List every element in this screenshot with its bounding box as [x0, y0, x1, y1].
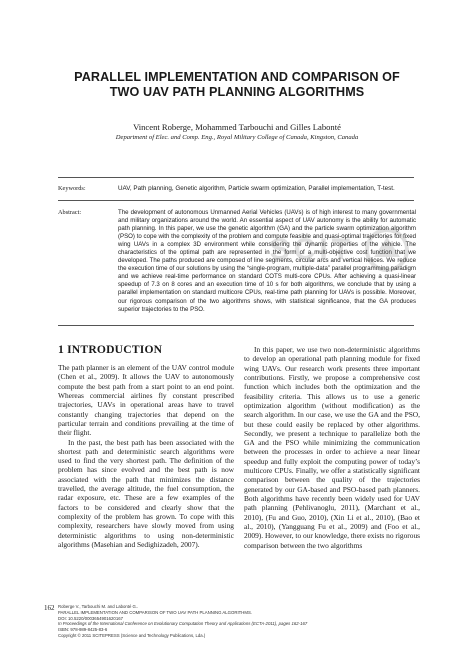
footer-line: PARALLEL IMPLEMENTATION AND COMPARISON OF TWO UAV PATH PLANNING ALGORITHMS. — [58, 609, 253, 615]
page-number: 162 — [44, 604, 55, 612]
footer-line: Copyright © 2011 SCITEPRESS (Science and Technology Publications, Lda.) — [58, 632, 206, 638]
authors: Vincent Roberge, Mohammed Tarbouchi and Gilles Labonté — [133, 122, 341, 132]
left-column — [58, 363, 234, 549]
section-heading: 1 INTRODUCTION — [58, 343, 163, 356]
footer-line: Roberge V., Tarbouchi M. and Labonté G.. — [58, 604, 139, 609]
affiliation: Department of Elec. and Comp. Eng., Royal Military College of Canada, Kingston, Canada — [115, 134, 359, 141]
divider-top — [58, 177, 414, 178]
footer-line: DOI: 10.5220/0003654901620167 — [58, 615, 123, 621]
paragraph: The path planner is an element of the UAV control module (Chen et al., 2009). It allows the UAV to autonomously compute the best path from a start point to an end point. Whereas commercial airlines fly constant prescribed trajectories, UAVs in operational areas have to travel constantly changing trajectories that depend on the particular terrain and conditions prevailing at the time of their flight. — [58, 363, 234, 438]
footer-line: In Proceedings of the International Conference on Evolutionary Computation Theory and Applications (ECTA-2011), pages 162-167 — [58, 621, 308, 627]
divider-keywords — [58, 200, 414, 201]
abstract-text: The development of autonomous Unmanned Aerial Vehicles (UAVs) is of high interest to many governmental and military organizations around the world. An essential aspect of UAV autonomy is the ability for automatic path planning. In this paper, we use the genetic algorithm (GA) and the particle swarm optimization algorithm (PSO) to cope with the complexity of the problem and compute feasible and quasi-optimal trajectories for fixed wing UAVs in a complex 3D environment while considering the dynamic properties of the vehicle. The characteristics of the optimal path are represented in the form of a multi-objective cost function that we developed. The paths produced are composed of line segments, circular arcs and vertical helices. We reduce the execution time of our solutions by using the “single-program, multiple-data” parallel programming paradigm and we achieve real-time performance on standard COTS multi-core CPUs. After achieving a quasi-linear speedup of 7.3 on 8 cores and an execution time of 10 s for both algorithms, we conclude that by using a parallel implementation on standard multicore CPUs, real-time path planning for UAVs is possible. Moreover, our rigorous comparison of the two algorithms shows, with statistical significance, that the GA produces superior trajectories to the PSO. — [118, 209, 416, 313]
keywords-text: UAV, Path planning, Genetic algorithm, Particle swarm optimization, Parallel implementation, T-test. — [118, 185, 395, 192]
citation-footer — [58, 604, 438, 639]
watermark-text: SCIT — [269, 233, 354, 266]
abstract-label: Abstract: — [58, 209, 82, 216]
divider-bottom — [58, 325, 414, 326]
footer-line: ISBN: 978-989-8425-83-6 — [58, 627, 108, 633]
title-line-2: TWO UAV PATH PLANNING ALGORITHMS — [109, 85, 365, 99]
paragraph: In the past, the best path has been associated with the shortest path and deterministic search algorithms were used to find the very shortest path. The definition of the problem has since evolved and the best path is now associated with the path that minimizes the distance travelled, the average altitude, the fuel consumption, the radar exposure, etc. These are a few examples of the factors to be considered and clearly show that the complexity of the problem has grown. To cope with this complexity, researchers have slowly moved from using deterministic algorithms to using non-deterministic algorithms (Masehian and Sedighizadeh, 2007). — [58, 437, 234, 549]
paper-title — [40, 70, 434, 100]
right-column — [244, 345, 420, 550]
keywords-label: Keywords: — [58, 185, 86, 192]
paragraph: In this paper, we use two non-deterministic algorithms to develop an operational path planning module for fixed wing UAVs. Our research work presents three important contributions. Firstly, we propose a comprehensive cost function which includes both the optimization and the feasibility criteria. This allows us to use a generic optimization algorithm (without modification) as the search algorithm. In our case, we use the GA and the PSO, but these could easily be replaced by other algorithms. Secondly, we present a technique to parallelize both the GA and the PSO while minimizing the communication between the processes in order to achieve a near linear speedup and fully exploit the computing power of today’s multicore CPUs. Finally, we offer a statistically significant comparison between the quality of the trajectories generated by our GA-based and PSO-based path planners. Both algorithms have recently been widely used for UAV path planning (Pehlivanoglu, 2011), (Marchant et al., 2010), (Fu and Guo, 2010), (Xin Li et al., 2010), (Bao et al., 2010), (Yangguang Fu et al., 2009) and (Foo et al., 2009). However, to our knowledge, there exists no rigorous comparison between the two algorithms — [244, 345, 421, 550]
title-line-1: PARALLEL IMPLEMENTATION AND COMPARISON OF — [74, 70, 400, 84]
